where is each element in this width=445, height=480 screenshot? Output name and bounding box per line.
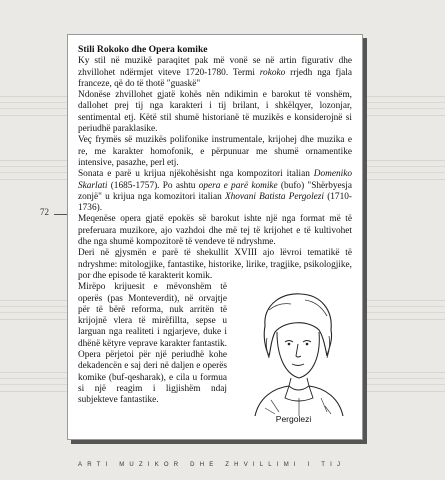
paragraph-1: Ky stil në muzikë paraqitet pak më vonë se në artin figurativ dhe zhvillohet ndërmjet viteve 1720-1780. Termi rokoko rrjedh nga fjala franceze, që do të thotë "guaskë" bbox=[78, 56, 352, 89]
paragraph-7: Mirëpo krijuesit e mëvonshëm të operës (pas Monteverdit), në orvajtje për të bërë reforma, nuk arritën të krijojnë vlera të mirëfillta, sepse u larguan nga realiteti i ngjarjeve, duke i dhënë këtyre veprave karakter fantastik. Opera përjetoi për një periudhë kohe dekadencën e saj deri në daljen e operës komike (buf-qesharak), e cila u formua si një reagim i ligjishëm ndaj subjekteve fantastike. bbox=[78, 282, 227, 406]
portrait-drawing-icon bbox=[235, 286, 353, 416]
pergolezi-portrait bbox=[231, 286, 356, 428]
portrait-caption: Pergolezi bbox=[275, 414, 312, 425]
paragraph-6: Deri në gjysmën e parë të shekullit XVIII ajo lëvroi tematikë të ndryshme: mitologjike, fantastike, historike, lirike, tragjike, psikologjike, por dhe episode të karakterit komik. bbox=[78, 248, 352, 281]
article-title: Stili Rokoko dhe Opera komike bbox=[78, 44, 208, 55]
paragraph-5: Meqenëse opera gjatë epokës së barokut ishte një nga format më të preferuara muzikore, ajo vazhdoi dhe më tej të krijohet e të kultivohet dhe nga shumë kompozitorë të vendeve të ndryshme. bbox=[78, 214, 352, 248]
page-number-rule bbox=[54, 214, 68, 215]
article-body bbox=[78, 56, 353, 425]
page-number: 72 bbox=[40, 207, 49, 217]
paragraph-3: Veç frymës së muzikës polifonike instrumentale, krijohej dhe muzika e re, me karakter homofonik, e përpunuar me shumë ornamentike intensive, pasazhe, perl etj. bbox=[78, 135, 352, 168]
paragraph-2: Ndonëse zhvillohet gjatë kohës nën ndikimin e barokut të vonshëm, dallohet prej tij nga karakteri i tij brilant, i shkëlqyer, lozonjar, sentimental etj. Këtë stil shumë historianë të muzikës e konsiderojnë si periudhë paraklasike. bbox=[78, 90, 352, 135]
paragraph-4: Sonata e parë u krijua njëkohësisht nga kompozitori italian Domeniko Skarlati (1685-1757). Po ashtu opera e parë komike (bufo) "Shërbyesja zonjë" u krijua nga komozitori italian Xhovani Batista Pergolezi (1710-1736). bbox=[78, 169, 353, 214]
running-footer: ARTI MUZIKOR DHE ZHVILLIMI I TIJ bbox=[78, 462, 346, 468]
article-box bbox=[67, 34, 363, 440]
